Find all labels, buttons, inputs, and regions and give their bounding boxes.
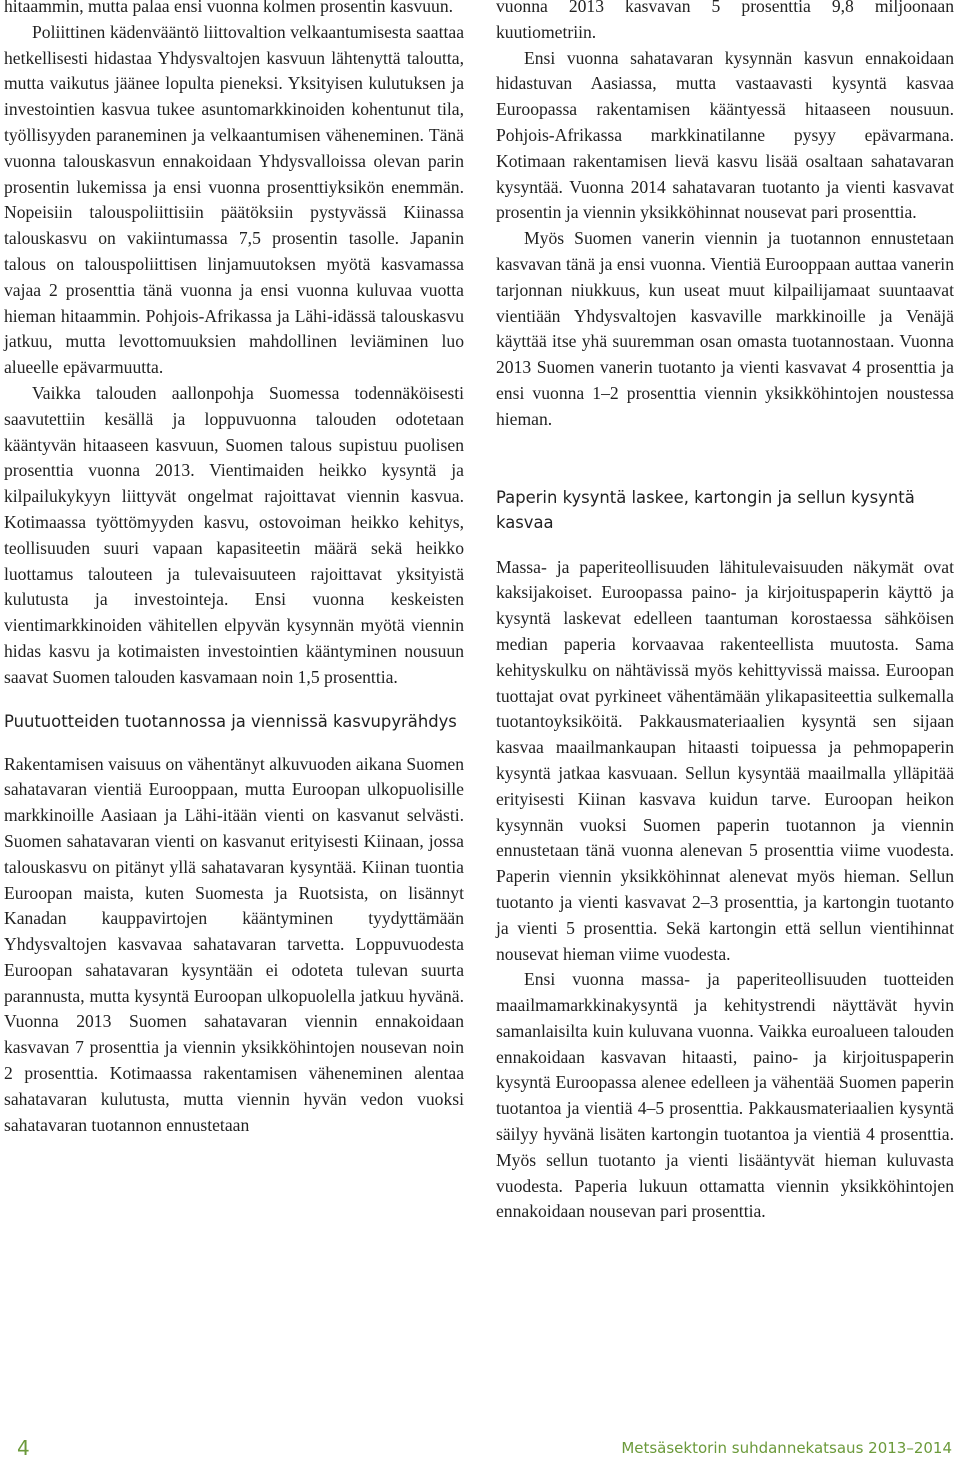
section-heading-wood-products: Puutuotteiden tuotannossa ja viennissä kasvupyrähdys	[4, 711, 457, 731]
page-number: 4	[17, 1436, 30, 1460]
section-heading-paper-demand: Paperin kysyntä laskee, kartongin ja sellun kysyntä kasvaa	[496, 487, 915, 532]
left-paragraph-4: Rakentamisen vaisuus on vähentänyt alkuvuoden aikana Suomen sahatavaran vientiä Eurooppaan, mutta Euroopan ulkopuolisille markkinoille Aasiaan ja Lähi-itään vienti on kasvanut selvästi. Suomen sahatavaran vienti on kasvanut erityisesti Kiinaan, jossa talouskasvu on pitänyt yllä sahatavaran kysyntää. Kiinan tuontia Euroopan maista, kuten Suomesta ja Ruotsista, on lisännyt Kanadan kauppavirtojen kääntyminen tyydyttämään Yhdysvaltojen kasvavaa sahatavaran tarvetta. Loppuvuodesta Euroopan sahatavaran kysyntään ei odoteta tulevan suurta parannusta, mutta kysyntä Euroopan ulkopuolella jatkuu hyvänä. Vuonna 2013 Suomen sahatavaran viennin ennakoidaan kasvavan 7 prosenttia ja viennin yksikköhintojen nousevan noin 2 prosenttia. Kotimaassa rakentamisen väheneminen alentaa sahatavaran kulutusta, mutta viennin hyvän vedon vuoksi sahatavaran tuotannon ennustetaan	[4, 753, 464, 1135]
right-paragraph-3: Myös Suomen vanerin viennin ja tuotannon ennustetaan kasvavan tänä ja ensi vuonna. Vientiä Eurooppaan auttaa vanerin tarjonnan niukkuus, kun useat muut kilpailijamaat suuntaavat vientiään Yhdysvaltojen kasvaville markkinoille ja Venäjä käyttää itse yhä suuremman osan omasta tuotannostaan. Vuonna 2013 Suomen vanerin tuotanto ja vienti kasvavat 4 prosenttia ja ensi vuonna 1–2 prosenttia viennin yksikköhintojen noustessa hieman.	[496, 228, 954, 429]
right-paragraph-4: Massa- ja paperiteollisuuden lähitulevaisuuden näkymät ovat kaksijakoiset. Euroopassa paino- ja kirjoituspaperin käyttö ja kysyntä laskevat edelleen taantuman korostaessa sähköisen median paperia korvaavaa rakenteellista muutosta. Sama kehityskulku on nähtävissä myös kehittyvissä maissa. Euroopan tuottajat ovat pyrkineet vähentämään ylikapasiteettia sulkemalla tuotantoyksiköitä. Pakkausmateriaalien kysyntä sen sijaan kasvaa maailmankaupan hitaasti toipuessa ja pehmopaperin kysyntä jatkaa kasvuaan. Sellun kysyntää maailmalla ylläpitää erityisesti Kiinan kasvava kuidun tarve. Euroopan heikon kysynnän vuoksi Suomen paperin tuotannon ja viennin ennustetaan tänä vuonna alenevan 5 prosenttia viime vuodesta. Paperin viennin yksikköhinnat alenevat myös hieman. Sellun tuotanto ja vienti kasvavat 2–3 prosenttia, ja kartongin tuotanto ja vienti 5 prosenttia. Sekä kartongin että sellun vientihinnat nousevat hieman viime vuodesta.	[496, 556, 954, 964]
right-paragraph-1: vuonna 2013 kasvavan 5 prosenttia 9,8 miljoonaan kuutiometriin.	[496, 0, 954, 42]
left-paragraph-3: Vaikka talouden aallonpohja Suomessa todennäköisesti saavutettiin kesällä ja loppuvuonna talouden odotetaan kääntyvän hitaaseen kasvuun, Suomen talous supistuu puolisen prosenttia vuonna 2013. Vientimaiden heikko kysyntä ja kilpailukykyyn liittyvät ongelmat rajoittavat viennin kasvua. Kotimaassa työttömyyden kasvu, ostovoiman heikko kehitys, teollisuuden suuri vapaan kapasiteetin määrä sekä heikko luottamus talouteen ja tulevaisuuteen rajoittavat yksityistä kulutusta ja investointeja. Ensi vuonna keskeisten vientimarkkinoiden vähitellen elpyvän kysynnän myötä viennin hidas kasvu ja kotimaisten investointien kääntyminen nousuun saavat Suomen talouden kasvamaan noin 1,5 prosenttia.	[4, 382, 464, 687]
right-paragraph-5: Ensi vuonna massa- ja paperiteollisuuden tuotteiden maailmamarkkinakysyntä ja kehitystrendi näyttävät hyvin samanlaisilta kuin kuluvana vuonna. Vaikka euroalueen talouden ennakoidaan kasvavan hitaasti, paino- ja kirjoituspaperin kysyntä Euroopassa alenee edelleen ja vähentää Suomen paperin tuotantoa ja vientiä 4–5 prosenttia. Pakkausmateriaalien kysyntä säilyy hyvänä lisäten kartongin tuotantoa ja vientiä 4 prosenttia. Myös sellun tuotanto ja vienti lisääntyvät hieman kuluvasta vuodesta. Paperia lukuun ottamatta viennin yksikköhintojen ennakoidaan nousevan pari prosenttia.	[496, 969, 954, 1222]
right-column	[496, 0, 954, 1225]
left-paragraph-2: Poliittinen kädenvääntö liittovaltion velkaantumisesta saattaa hetkellisesti hidastaa Yhdysvaltojen kasvuun lähtenyttä taloutta, mutta vaikutus jäänee lopulta pieneksi. Yksityisen kulutuksen ja investointien kasvua tukee asuntomarkkinoiden kohentunut tila, työllisyyden paraneminen ja velkaantumisen väheneminen. Tänä vuonna talouskasvun ennakoidaan Yhdysvalloissa olevan parin prosentin lukemissa ja ensi vuonna prosenttiyksikön enemmän. Nopeisiin talouspoliittisiin päätöksiin pystyvässä Kiinassa talouskasvu on vakiintumassa 7,5 prosentin tasolle. Japanin talous on talouspoliittisen linjamuutoksen myötä kasvamassa vajaa 2 prosenttia tänä vuonna ja ensi vuonna kuluvaa vuotta hieman hitaammin. Pohjois-Afrikassa ja Lähi-idässä talouskasvu jatkuu, mutta levottomuuksien mahdollinen leviäminen luo alueelle epävarmuutta.	[4, 21, 464, 378]
publication-title: Metsäsektorin suhdannekatsaus 2013–2014	[621, 1439, 952, 1457]
right-paragraph-2: Ensi vuonna sahatavaran kysynnän kasvun ennakoidaan hidastuvan Aasiassa, mutta vastaavasti kysyntä kasvaa Euroopassa rakentamisen kääntyessä hitaaseen nousuun. Pohjois-Afrikassa markkinatilanne pysyy epävarmana. Kotimaan rakentamisen lievä kasvu lisää osaltaan sahatavaran kysyntää. Vuonna 2014 sahatavaran tuotanto ja vienti kasvavat prosentin ja viennin yksikköhinnat nousevat pari prosenttia.	[496, 47, 954, 223]
left-paragraph-1: hitaammin, mutta palaa ensi vuonna kolmen prosentin kasvuun.	[4, 0, 454, 16]
left-column	[4, 0, 464, 1138]
